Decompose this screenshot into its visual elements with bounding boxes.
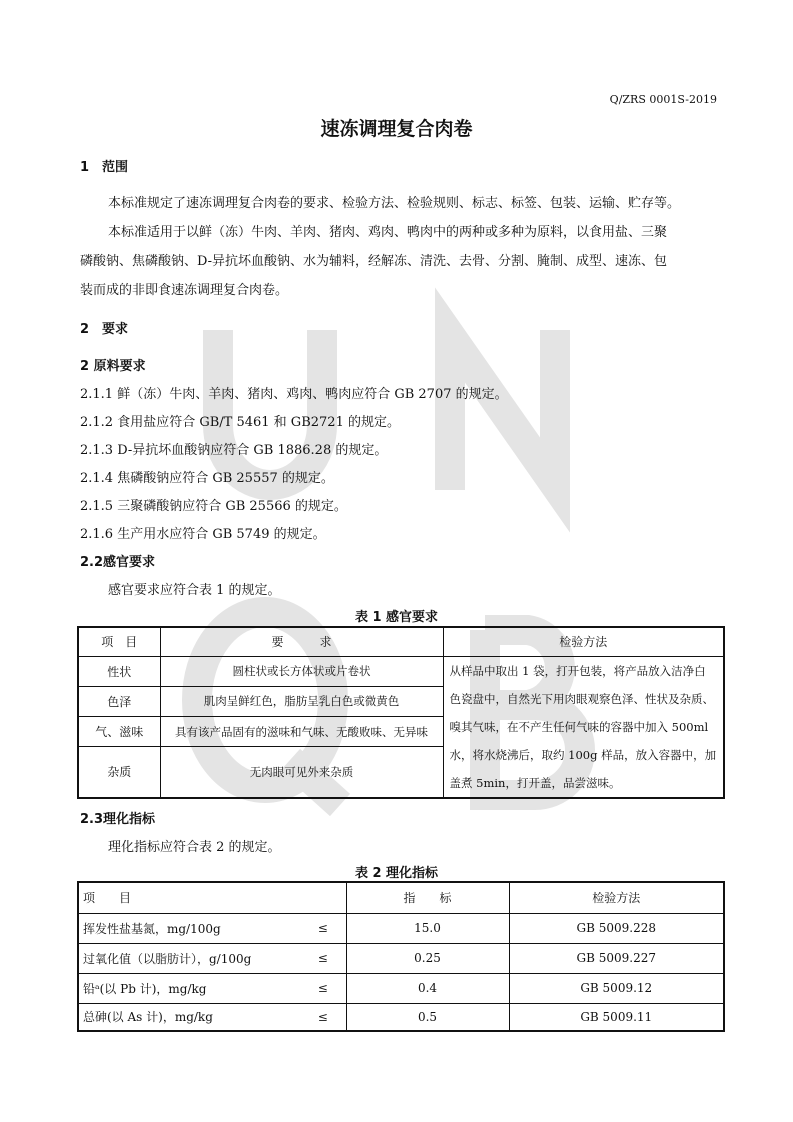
paragraph: 装而成的非即食速冻调理复合肉卷。 [80,283,289,298]
watermark-letter-n [450,330,555,490]
section-heading: 2.2感官要求 [80,555,156,570]
cell-value: 0.5 [346,1003,509,1031]
clause: 2.1.5 三聚磷酸钠应符合 GB 25566 的规定。 [80,499,347,514]
cell-requirement: 具有该产品固有的滋味和气味、无酸败味、无异味 [160,717,443,747]
table-header: 项 目 [78,882,346,913]
method-line: 嗅其气味，在不产生任何气味的容器中加入 500ml [449,719,709,734]
cell-item: 过氧化值（以脂肪计），g/100g [78,943,300,973]
page-title: 速冻调理复合肉卷 [320,118,473,140]
section-heading: 1 范围 [80,160,129,175]
cell-requirement: 圆柱状或长方体状或片卷状 [160,656,443,686]
method-line: 盖煮 5min，打开盖，品尝滋味。 [449,775,621,790]
cell-item: 性状 [78,656,160,686]
cell-item: 杂质 [78,747,160,798]
cell-item: 挥发性盐基氮，mg/100g [78,913,300,943]
method-line: 水，将水烧沸后，取约 100g 样品，放入容器中，加 [449,747,717,762]
cell-method: GB 5009.12 [509,973,724,1003]
sensory-table [77,626,725,799]
clause: 2.1.1 鲜（冻）牛肉、羊肉、猪肉、鸡肉、鸭肉应符合 GB 2707 的规定。 [80,387,508,402]
cell-value: 15.0 [346,913,509,943]
cell-method: GB 5009.228 [509,913,724,943]
table-row [78,973,724,1003]
table-row [78,943,724,973]
cell-requirement: 无肉眼可见外来杂质 [160,747,443,798]
table-header: 检验方法 [443,627,724,656]
cell-value: 0.4 [346,973,509,1003]
section-heading: 2.3理化指标 [80,812,156,827]
clause: 2.1.4 焦磷酸钠应符合 GB 25557 的规定。 [80,471,334,486]
clause: 2.1.3 D-异抗坏血酸钠应符合 GB 1886.28 的规定。 [80,443,388,458]
table-caption: 表 1 感官要求 [354,610,439,625]
cell-operator: ≤ [300,973,346,1003]
cell-operator: ≤ [300,913,346,943]
cell-requirement: 肌肉呈鲜红色，脂肪呈乳白色或微黄色 [160,686,443,716]
paragraph: 感官要求应符合表 1 的规定。 [108,583,281,598]
paragraph: 本标准适用于以鲜（冻）牛肉、羊肉、猪肉、鸡肉、鸭肉中的两种或多种为原料，以食用盐、三聚 [108,225,668,240]
cell-method [443,656,724,798]
cell-item: 色泽 [78,686,160,716]
paragraph: 磷酸钠、焦磷酸钠、D-异抗坏血酸钠、水为辅料，经解冻、清洗、去骨、分割、腌制、成型、速冻、包 [80,254,668,269]
section-heading: 2 原料要求 [80,359,146,374]
table-header: 指 标 [346,882,509,913]
table-header: 要 求 [160,627,443,656]
method-line: 从样品中取出 1 袋，打开包装，将产品放入洁净白 [449,663,706,678]
table-header: 项 目 [78,627,160,656]
method-line: 色瓷盘中，自然光下用肉眼观察色泽、性状及杂质、 [449,691,714,706]
table-row [78,913,724,943]
clause: 2.1.6 生产用水应符合 GB 5749 的规定。 [80,527,326,542]
table-header: 检验方法 [509,882,724,913]
section-heading: 2 要求 [80,322,129,337]
doc-code: Q/ZRS 0001S-2019 [609,93,717,106]
paragraph: 理化指标应符合表 2 的规定。 [108,840,281,855]
clause: 2.1.2 食用盐应符合 GB/T 5461 和 GB2721 的规定。 [80,415,400,430]
table-caption: 表 2 理化指标 [354,866,439,881]
cell-operator: ≤ [300,943,346,973]
cell-method: GB 5009.11 [509,1003,724,1031]
watermark-letter-u [218,330,322,485]
cell-item: 铅ᵃ(以 Pb 计)，mg/kg [78,973,300,1003]
cell-item: 总砷(以 As 计)，mg/kg [78,1003,300,1031]
cell-item: 气、滋味 [78,717,160,747]
cell-method: GB 5009.227 [509,943,724,973]
table-row [78,656,724,686]
table-row [78,1003,724,1031]
cell-value: 0.25 [346,943,509,973]
cell-operator: ≤ [300,1003,346,1031]
physicochemical-table [77,881,725,1032]
paragraph: 本标准规定了速冻调理复合肉卷的要求、检验方法、检验规则、标志、标签、包装、运输、贮存等。 [108,196,681,211]
